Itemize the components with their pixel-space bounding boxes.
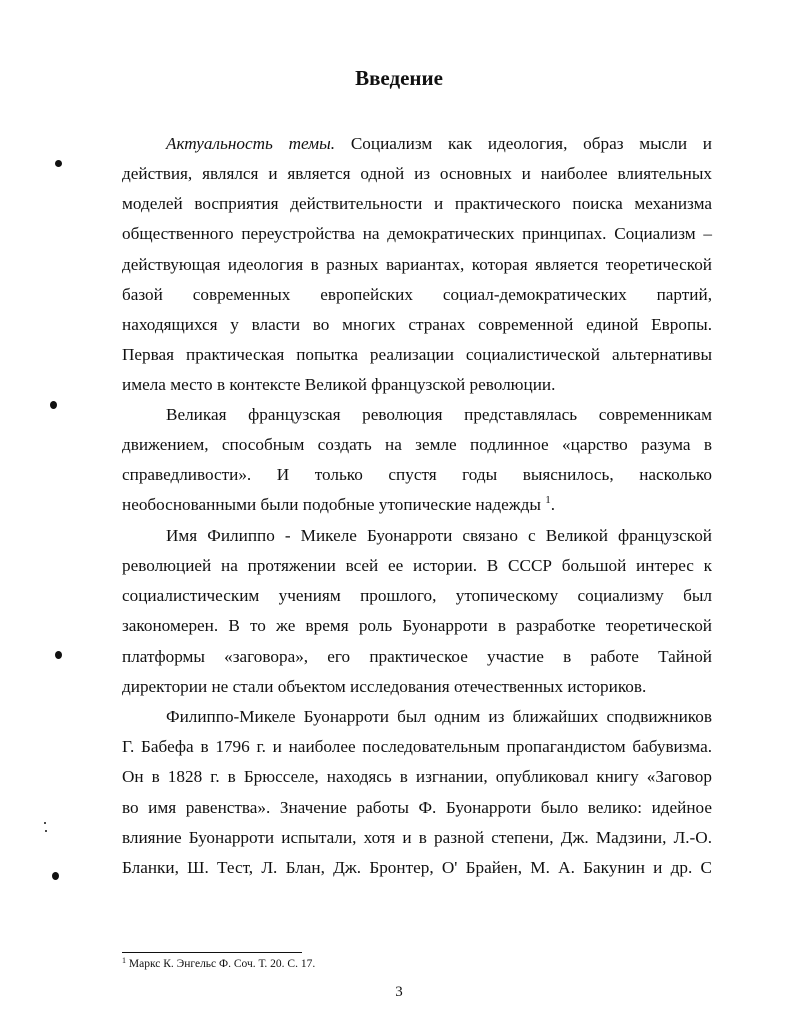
footnote-text: Маркс К. Энгельс Ф. Соч. Т. 20. С. 17.: [126, 958, 316, 970]
text-line: закономерен. В то же время роль Буонарроти в разработке теоретической: [122, 616, 712, 635]
text-line: революцией на протяжении всей ее истории. В СССР большой интерес к: [122, 556, 712, 575]
text-line: справедливости». И только спустя годы выяснилось, насколько: [122, 465, 712, 484]
text-line: Первая практическая попытка реализации социалистической альтернативы: [122, 345, 712, 364]
scan-speck: [44, 822, 46, 824]
text-line: Г. Бабефа в 1796 г. и наиболее последовательным пропагандистом бабувизма.: [122, 737, 712, 756]
text-run: Социализм как идеология, образ мысли и: [335, 134, 713, 153]
text-run: необоснованными были подобные утопические надежды: [122, 495, 541, 514]
scan-speck: [55, 160, 62, 167]
scan-speck: [55, 651, 62, 659]
text-emphasis: Актуальность темы.: [166, 134, 336, 153]
page-title: Введение: [355, 66, 443, 90]
scan-speck: [50, 401, 57, 409]
text-line: Имя Филиппо - Микеле Буонарроти связано с Великой французской: [166, 526, 712, 545]
text-line: движением, способным создать на земле подлинное «царство разума в: [122, 435, 712, 454]
text-line: Великая французская революция представлялась современникам: [166, 405, 712, 424]
text-line: [166, 133, 712, 155]
text-line: базой современных европейских социал-демократических партий,: [122, 285, 712, 304]
text-line: Филиппо-Микеле Буонарроти был одним из ближайших сподвижников: [166, 707, 712, 726]
footnote-mark: 1: [122, 956, 126, 965]
text-line: Бланки, Ш. Тест, Л. Блан, Дж. Бронтер, О' Брайен, М. А. Бакунин и др. С: [122, 858, 712, 877]
text-line: действующая идеология в разных вариантах, которая является теоретической: [122, 255, 712, 274]
scan-speck: [45, 830, 47, 832]
text-line: находящихся у власти во многих странах современной единой Европы.: [122, 315, 712, 334]
footnote: [122, 958, 315, 970]
text-line: во имя равенства». Значение работы Ф. Буонарроти было велико: идейное: [122, 798, 712, 817]
text-line: моделей восприятия действительности и практического поиска механизма: [122, 194, 712, 213]
text-line: платформы «заговора», его практическое участие в работе Тайной: [122, 647, 712, 666]
text-line: общественного переустройства на демократических принципах. Социализм –: [122, 224, 712, 243]
text-run: .: [550, 495, 555, 514]
page-number: 3: [395, 984, 403, 1000]
text-line: влияние Буонарроти испытали, хотя и в разной степени, Дж. Мадзини, Л.-О.: [122, 828, 712, 847]
text-line: действия, являлся и является одной из основных и наиболее влиятельных: [122, 164, 712, 183]
text-line: Он в 1828 г. в Брюсселе, находясь в изгнании, опубликовал книгу «Заговор: [122, 767, 712, 786]
text-line: [122, 494, 712, 516]
scan-speck: [52, 872, 59, 880]
text-line: имела место в контексте Великой французской революции.: [122, 375, 556, 394]
text-line: социалистическим учениям прошлого, утопическому социализму был: [122, 586, 712, 605]
footnote-ref: 1: [545, 494, 551, 506]
text-line: директории не стали объектом исследования отечественных историков.: [122, 677, 647, 696]
footnote-divider: [122, 952, 302, 953]
